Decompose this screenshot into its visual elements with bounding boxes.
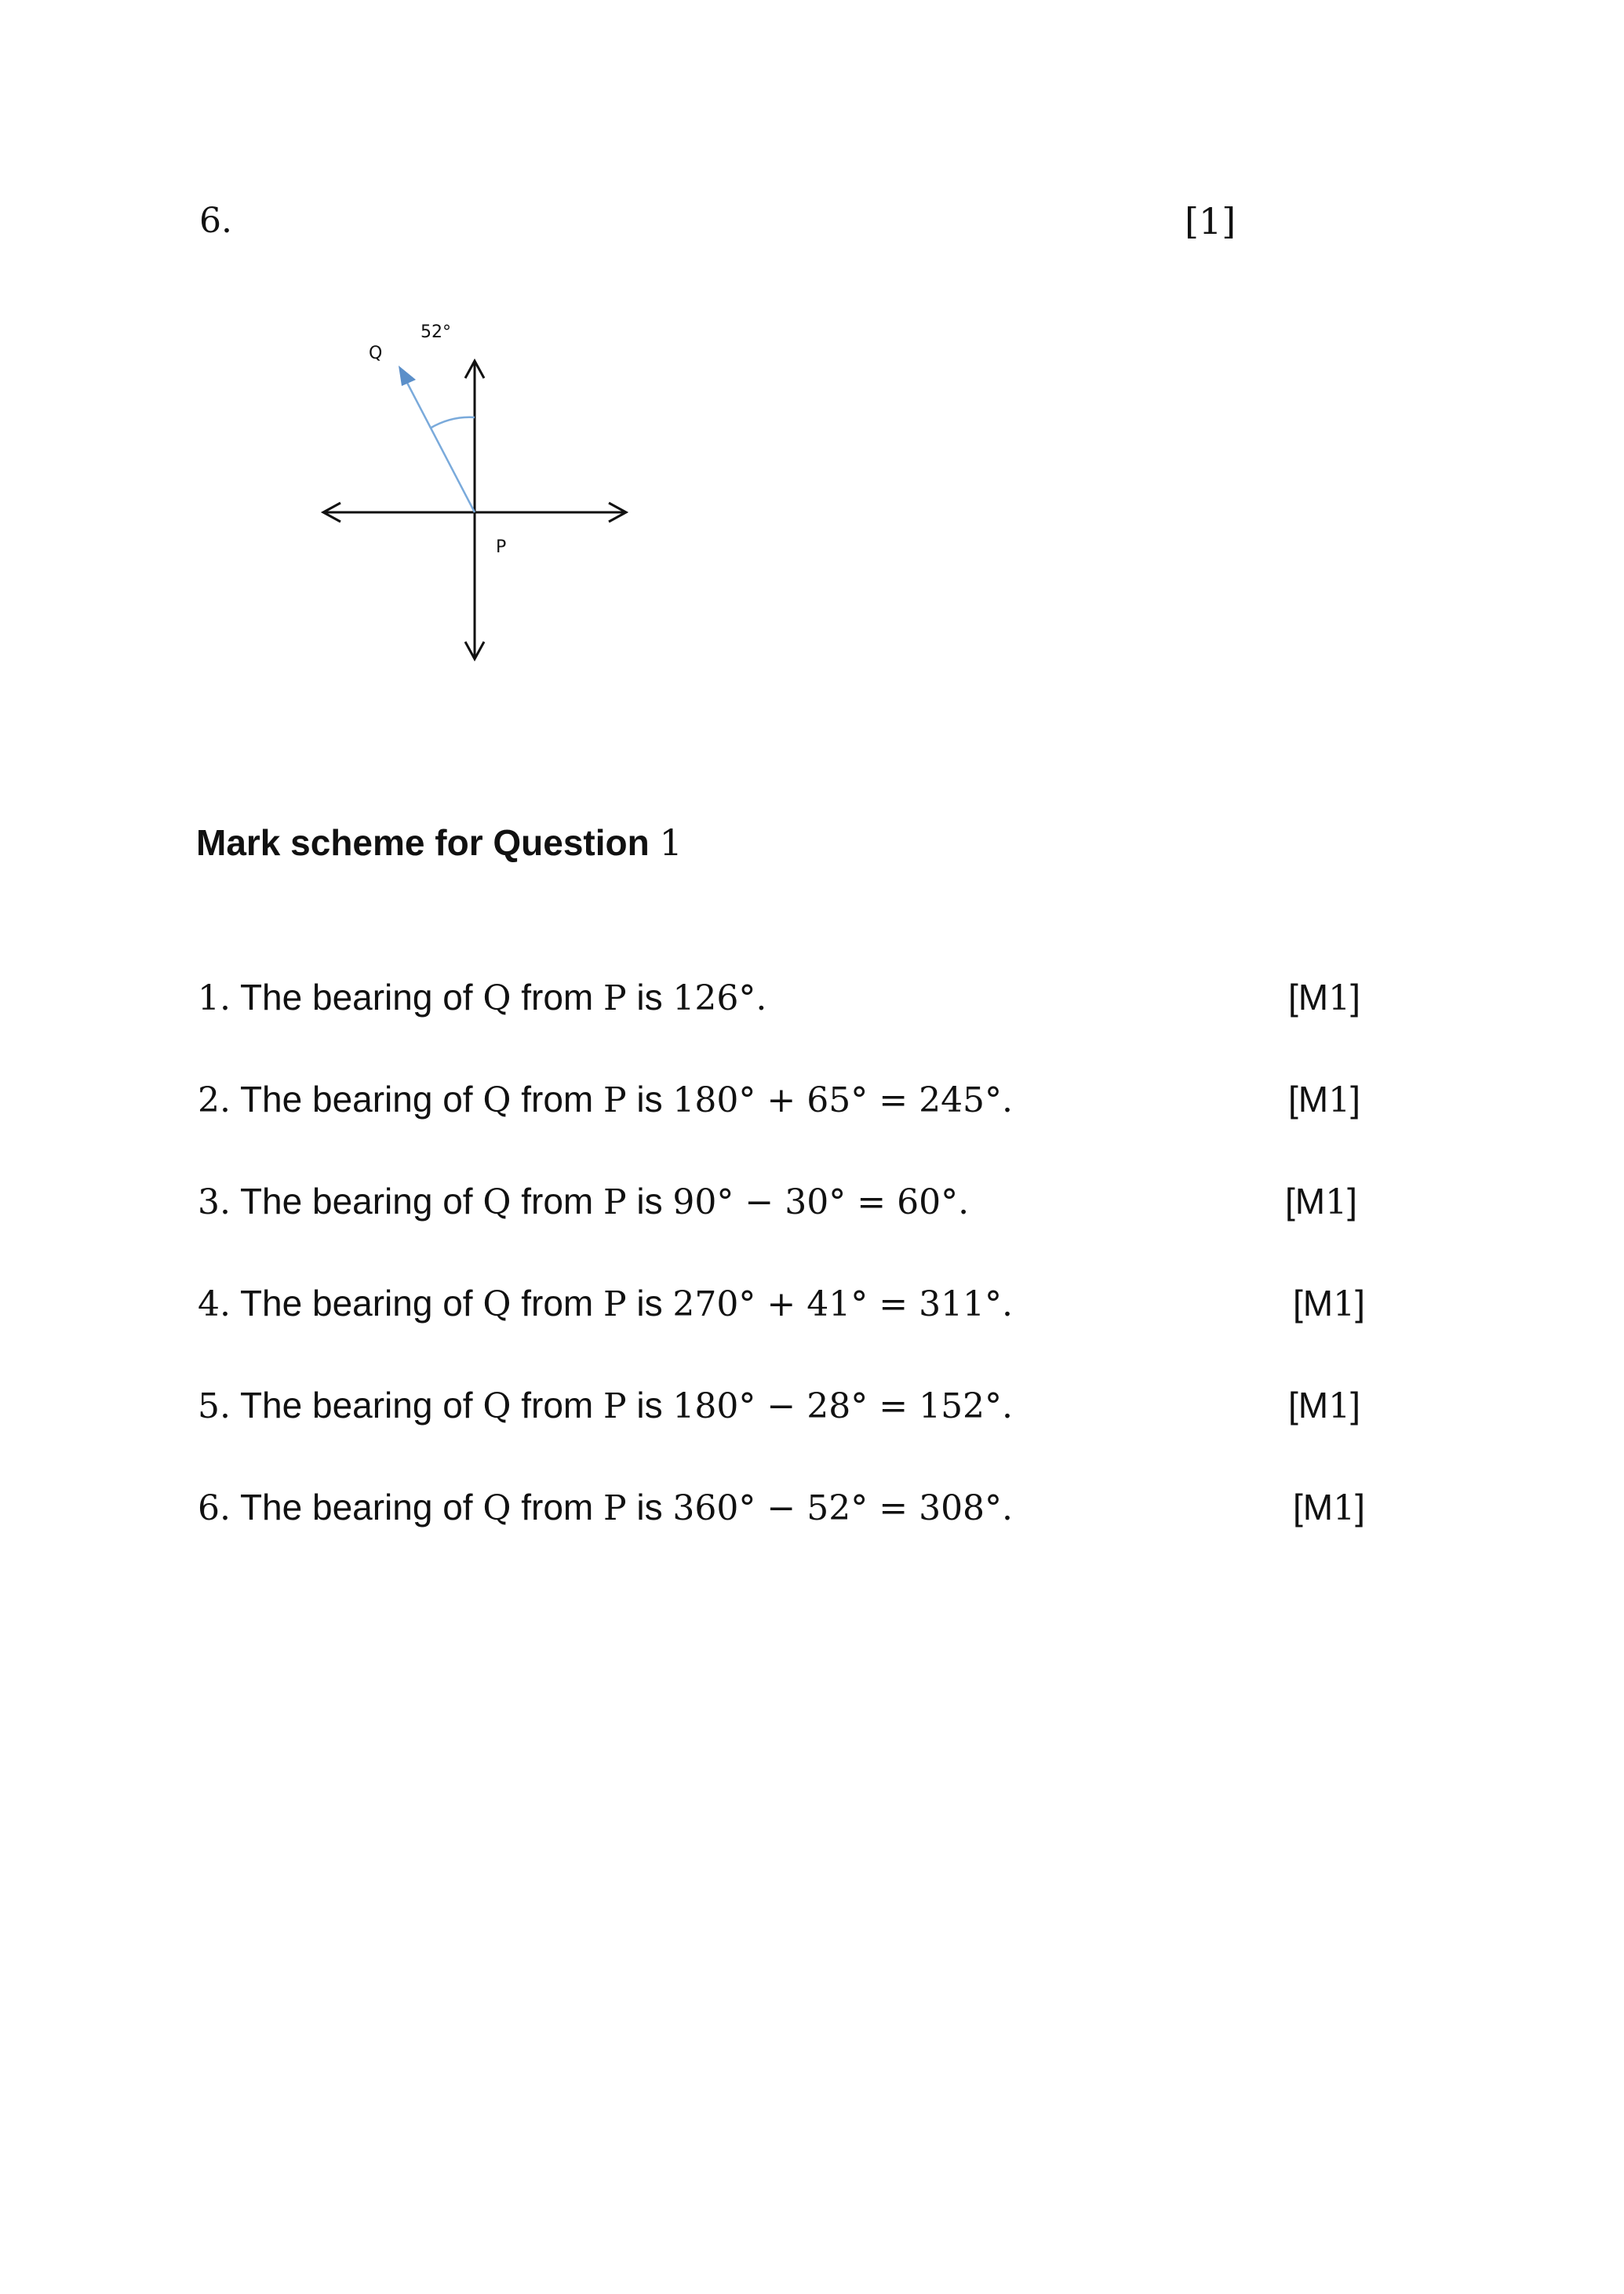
answer-from: from [521, 1181, 594, 1222]
answer-row [198, 1480, 1013, 1535]
mark-prefix: [M [1293, 1283, 1334, 1324]
question-marks: [1] [1185, 200, 1236, 242]
answer-row [198, 1174, 969, 1229]
answer-point-p: P [603, 1488, 627, 1528]
answer-point-p: P [603, 978, 627, 1018]
mark-suffix: ] [1355, 1487, 1365, 1528]
answer-mark [1288, 1378, 1360, 1433]
mark-number: 1 [1328, 1386, 1351, 1426]
answer-from: from [521, 1283, 594, 1324]
answer-prefix: The bearing of [239, 977, 473, 1018]
answer-row [198, 1276, 1013, 1331]
answer-is: is [636, 977, 663, 1018]
answer-mark [1288, 970, 1360, 1025]
answer-point-q: Q [482, 1182, 512, 1222]
answer-mark [1285, 1174, 1357, 1229]
answer-number: 4. [198, 1284, 231, 1324]
answer-from: from [521, 977, 594, 1018]
mark-suffix: ] [1350, 1079, 1360, 1120]
answer-mark [1293, 1276, 1365, 1331]
answer-point-p: P [603, 1182, 627, 1222]
answer-prefix: The bearing of [239, 1079, 473, 1120]
answer-is: is [636, 1181, 663, 1222]
answer-number: 1. [198, 978, 231, 1018]
answer-prefix: The bearing of [239, 1283, 473, 1324]
answer-point-p: P [603, 1386, 627, 1426]
answer-number: 5. [198, 1386, 231, 1426]
bearing-diagram [314, 298, 643, 675]
answer-row [198, 970, 766, 1025]
answer-is: is [636, 1283, 663, 1324]
answer-mark [1288, 1072, 1360, 1127]
mark-number: 1 [1333, 1488, 1356, 1528]
answer-number: 3. [198, 1182, 231, 1222]
mark-number: 1 [1333, 1284, 1356, 1324]
answer-row [198, 1378, 1013, 1433]
answer-is: is [636, 1487, 663, 1528]
mark-suffix: ] [1350, 1385, 1360, 1426]
answer-prefix: The bearing of [239, 1487, 473, 1528]
mark-suffix: ] [1347, 1181, 1357, 1222]
answer-point-p: P [603, 1080, 627, 1120]
mark-scheme-heading [196, 819, 683, 866]
answer-number: 2. [198, 1080, 231, 1120]
answer-math: 270° + 41° = 311°. [672, 1284, 1014, 1324]
answer-from: from [521, 1079, 594, 1120]
mark-number: 1 [1328, 978, 1351, 1018]
mark-scheme-question-number: 1 [659, 821, 683, 864]
answer-mark [1293, 1480, 1365, 1535]
mark-prefix: [M [1285, 1181, 1326, 1222]
answer-point-q: Q [482, 1284, 512, 1324]
answer-math: 180° − 28° = 152°. [672, 1386, 1014, 1426]
answer-point-q: Q [482, 1080, 512, 1120]
answer-math: 360° − 52° = 308°. [672, 1488, 1014, 1528]
mark-prefix: [M [1288, 977, 1329, 1018]
answer-point-q: Q [482, 1488, 512, 1528]
answer-math: 180° + 65° = 245°. [672, 1080, 1014, 1120]
mark-prefix: [M [1288, 1385, 1329, 1426]
answer-row [198, 1072, 1013, 1127]
mark-number: 1 [1328, 1080, 1351, 1120]
bearing-line-pq [406, 381, 475, 512]
answer-prefix: The bearing of [239, 1385, 473, 1426]
mark-prefix: [M [1288, 1079, 1329, 1120]
answer-point-q: Q [482, 978, 512, 1018]
mark-number: 1 [1325, 1182, 1348, 1222]
mark-scheme-heading-text: Mark scheme for Question [196, 822, 650, 863]
question-number: 6. [199, 201, 232, 241]
answer-prefix: The bearing of [239, 1181, 473, 1222]
answer-is: is [636, 1385, 663, 1426]
mark-suffix: ] [1350, 977, 1360, 1018]
angle-label: 52° [421, 322, 451, 342]
answer-point-q: Q [482, 1386, 512, 1426]
bearing-arrowhead [399, 366, 416, 386]
answer-is: is [636, 1079, 663, 1120]
answer-from: from [521, 1487, 594, 1528]
angle-arc [430, 417, 475, 428]
answer-number: 6. [198, 1488, 231, 1528]
answer-from: from [521, 1385, 594, 1426]
point-q-label: Q [369, 344, 383, 363]
answer-point-p: P [603, 1284, 627, 1324]
point-p-label: P [496, 537, 507, 557]
answer-math: 126°. [672, 978, 767, 1018]
mark-suffix: ] [1355, 1283, 1365, 1324]
answer-math: 90° − 30° = 60°. [672, 1182, 970, 1222]
mark-prefix: [M [1293, 1487, 1334, 1528]
